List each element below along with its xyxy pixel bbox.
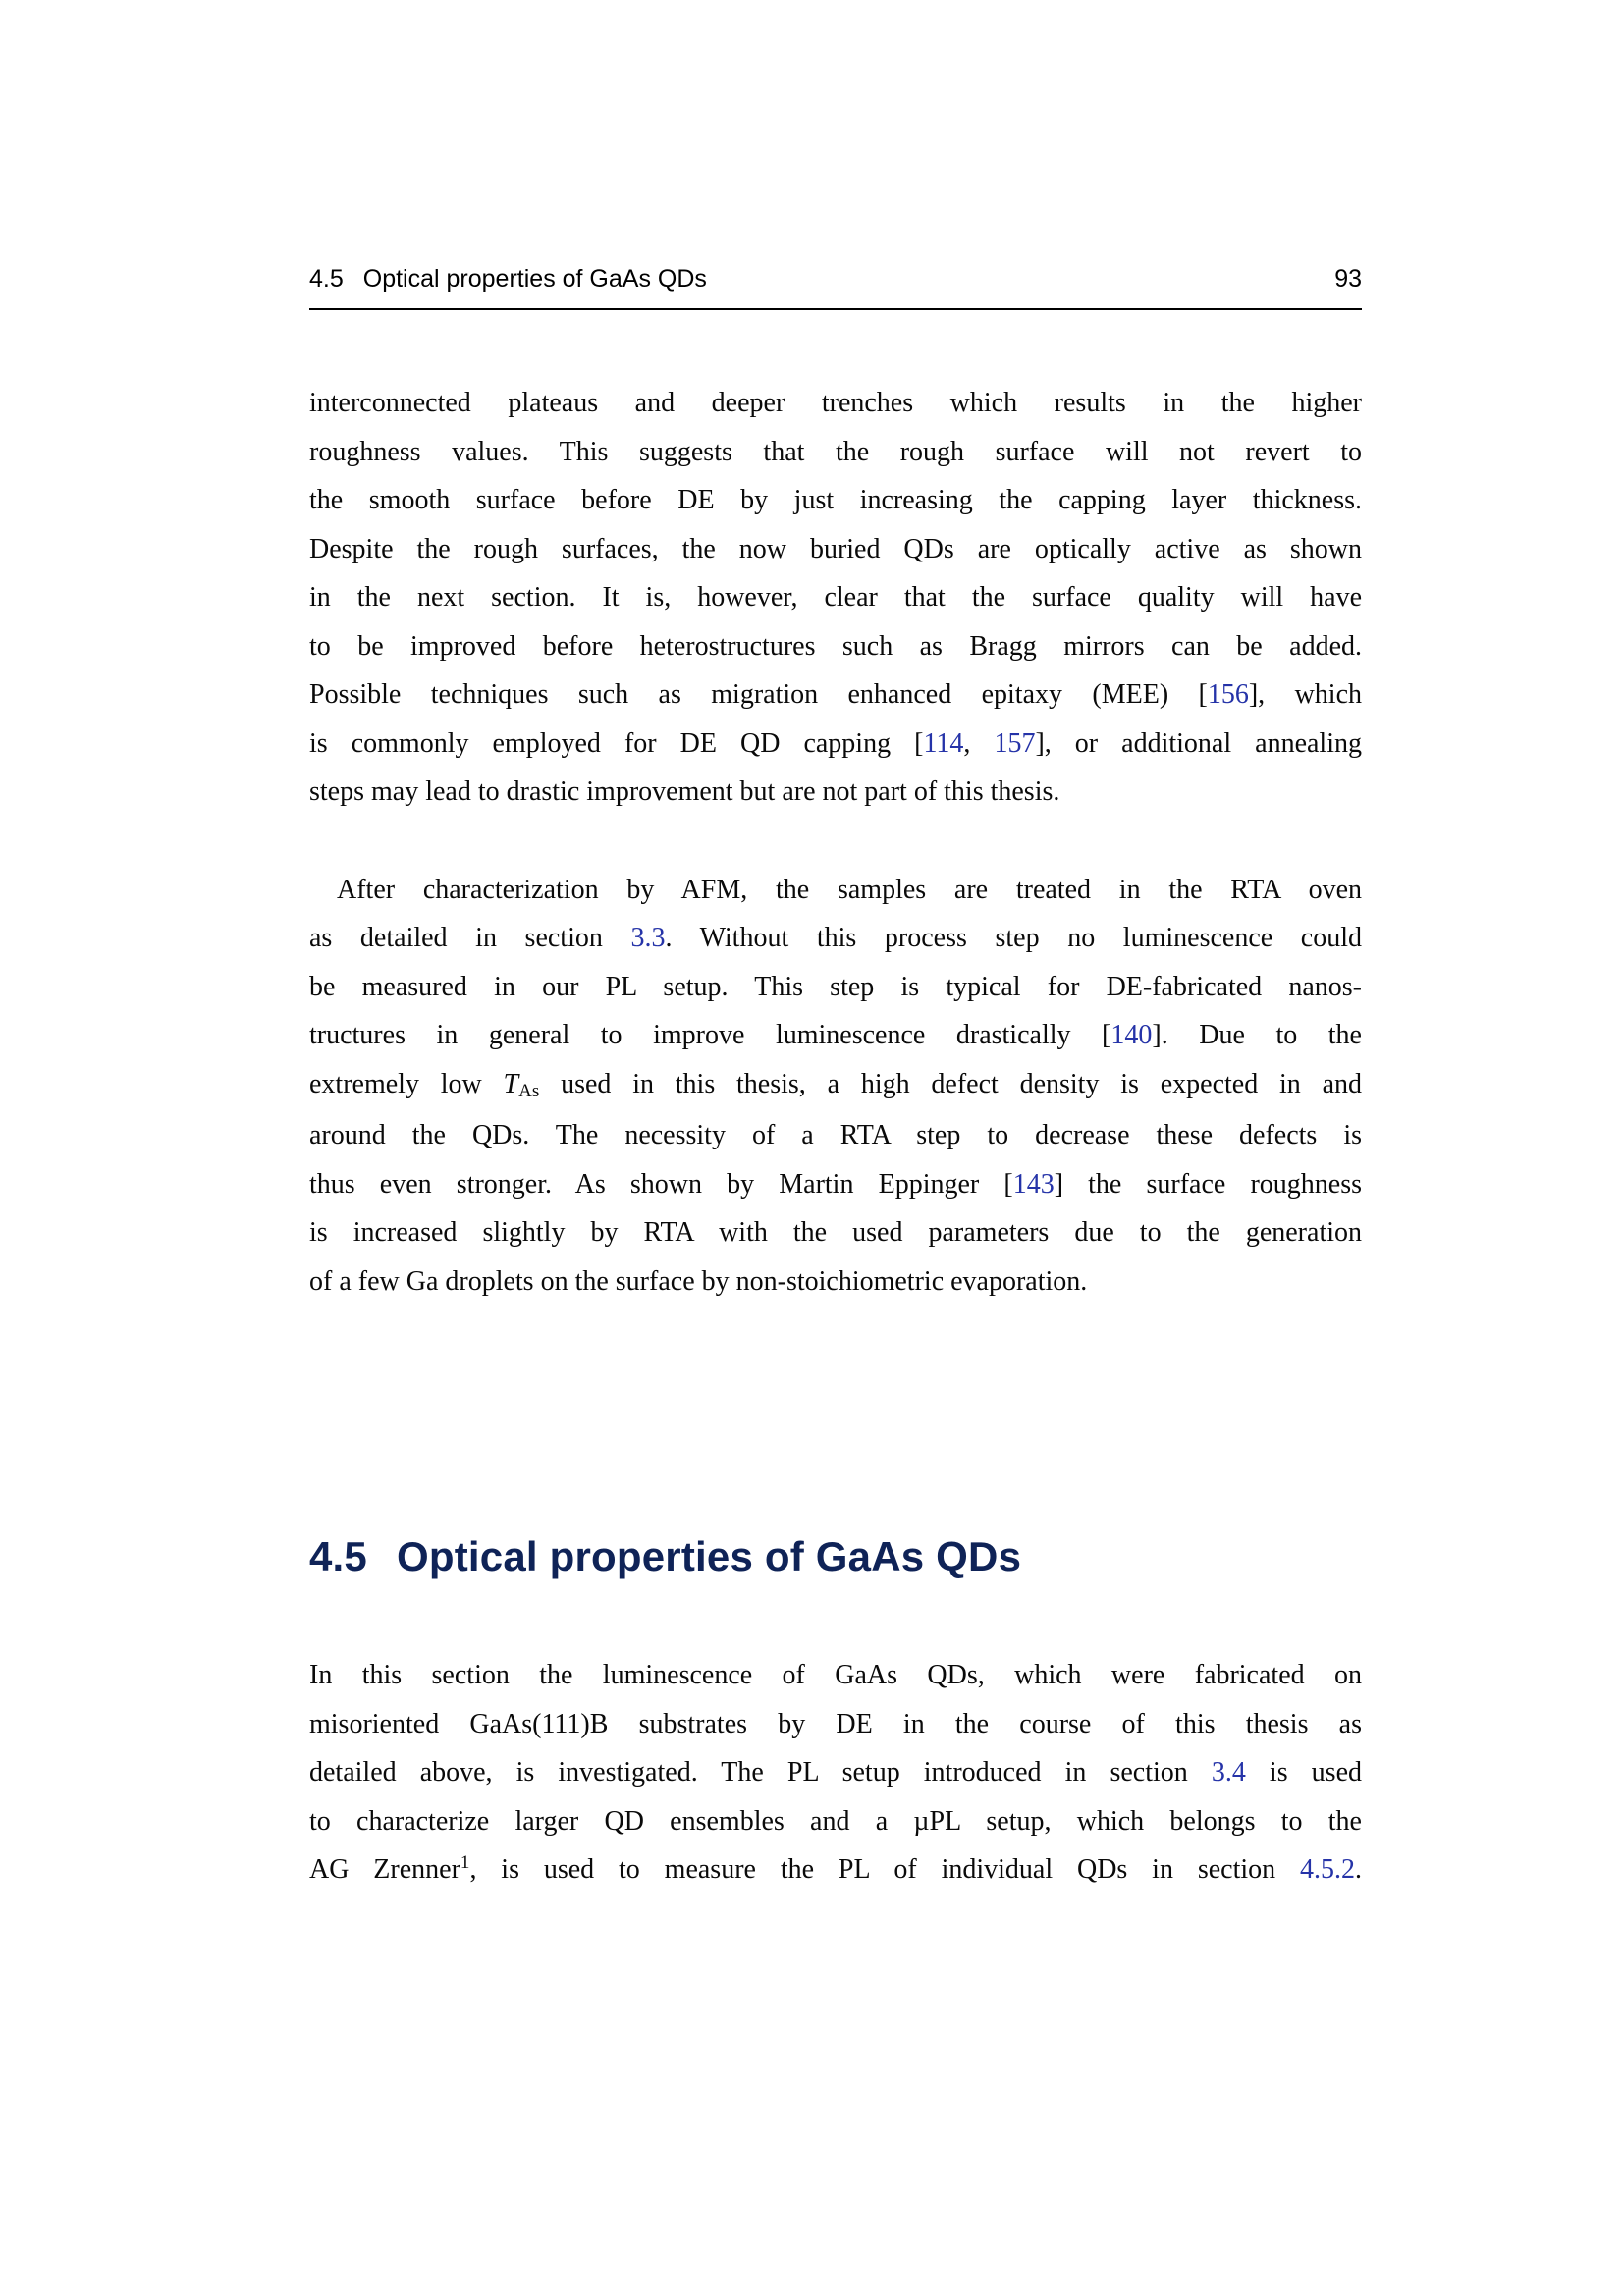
text-run: around the QDs. The necessity of a RTA step to decrease these defects is — [309, 1120, 1362, 1150]
text-line — [309, 670, 1362, 720]
text-line — [309, 1797, 1362, 1846]
text-run: , — [963, 727, 995, 759]
text-run: After characterization by AFM, the samples are treated in the RTA oven — [337, 874, 1362, 905]
text-run: the smooth surface before DE by just increasing the capping layer thickness. — [309, 485, 1362, 515]
text-line — [309, 573, 1362, 622]
text-run: Possible techniques such as migration enhanced epitaxy (MEE) [ — [309, 679, 1208, 710]
text-run: ]. Due to the — [1152, 1020, 1362, 1050]
citation-link-157[interactable]: 157 — [994, 727, 1036, 759]
text-run: of a few Ga droplets on the surface by non-stoichiometric evaporation. — [309, 1265, 1088, 1297]
subscript-As: As — [518, 1081, 540, 1102]
running-header-section-number: 4.5 — [309, 265, 344, 293]
text-line — [309, 1011, 1362, 1060]
text-line — [309, 379, 1362, 428]
page-number: 93 — [1334, 265, 1362, 293]
section-number: 4.5 — [309, 1533, 367, 1579]
math-variable-T: T — [503, 1068, 519, 1099]
text-line — [309, 768, 1362, 817]
citation-link-143[interactable]: 143 — [1012, 1168, 1055, 1200]
section-heading — [309, 1529, 1362, 1584]
text-line — [309, 622, 1362, 671]
text-line — [309, 914, 1362, 963]
text-run: steps may lead to drastic improvement but are not part of this thesis. — [309, 776, 1060, 807]
text-run: ], which — [1248, 679, 1362, 710]
text-run: as detailed in section — [309, 923, 631, 953]
running-header-title — [309, 261, 707, 296]
text-line — [309, 1700, 1362, 1749]
citation-link-114[interactable]: 114 — [923, 727, 964, 759]
section-title: Optical properties of GaAs QDs — [397, 1533, 1022, 1579]
text-run: tructures in general to improve luminescence drastically [ — [309, 1020, 1111, 1050]
text-run: to be improved before heterostructures such as Bragg mirrors can be added. — [309, 630, 1362, 662]
text-line — [309, 1208, 1362, 1257]
section-link-3-3[interactable]: 3.3 — [630, 923, 666, 953]
text-run: thus even stronger. As shown by Martin Eppinger [ — [309, 1168, 1013, 1200]
text-run: AG Zrenner — [309, 1854, 460, 1885]
text-run: roughness values. This suggests that the rough surface will not revert to — [309, 436, 1362, 467]
text-run: . — [1355, 1854, 1362, 1885]
paragraph — [309, 1651, 1362, 1897]
text-line — [309, 1845, 1362, 1897]
text-run: extremely low — [309, 1068, 504, 1099]
text-run: Despite the rough surfaces, the now buried QDs are optically active as shown — [309, 533, 1362, 564]
text-line — [309, 963, 1362, 1012]
citation-link-156[interactable]: 156 — [1207, 679, 1249, 710]
text-line — [309, 1060, 1362, 1112]
text-line — [309, 1257, 1362, 1307]
footnote-marker-1[interactable]: 1 — [460, 1851, 470, 1873]
text-line — [309, 525, 1362, 574]
running-header-section-title: Optical properties of GaAs QDs — [362, 265, 707, 293]
text-run: used in this thesis, a high defect density is expected in and — [539, 1068, 1363, 1099]
header-rule — [309, 308, 1362, 310]
text-line — [309, 476, 1362, 525]
body-text-before-heading — [309, 379, 1362, 1306]
text-line — [309, 866, 1362, 915]
text-run: be measured in our PL setup. This step is typical for DE-fabricated nanos- — [309, 971, 1362, 1002]
text-run: is used — [1245, 1757, 1363, 1788]
text-run: . Without this process step no luminescence could — [665, 923, 1362, 953]
text-run: to characterize larger QD ensembles and a µPL setup, which belongs to the — [309, 1805, 1362, 1837]
text-line — [309, 1160, 1362, 1209]
running-header — [309, 261, 1362, 296]
section-link-3-4[interactable]: 3.4 — [1211, 1757, 1246, 1788]
section-link-4-5-2[interactable]: 4.5.2 — [1300, 1854, 1355, 1885]
body-text-after-heading — [309, 1651, 1362, 1897]
text-run: in the next section. It is, however, clear that the surface quality will have — [309, 582, 1362, 613]
text-run: is increased slightly by RTA with the used parameters due to the generation — [309, 1217, 1362, 1248]
text-run: ], or additional annealing — [1035, 727, 1362, 759]
text-run: ] the surface roughness — [1054, 1168, 1363, 1200]
citation-link-140[interactable]: 140 — [1110, 1020, 1153, 1050]
text-run: misoriented GaAs(111)B substrates by DE in the course of this thesis as — [309, 1708, 1362, 1739]
text-line — [309, 1111, 1362, 1160]
paragraph — [309, 866, 1362, 1307]
paragraph — [309, 379, 1362, 817]
text-line — [309, 720, 1362, 769]
text-run: interconnected plateaus and deeper trenches which results in the higher — [309, 388, 1362, 418]
text-run: In this section the luminescence of GaAs QDs, which were fabricated on — [309, 1660, 1362, 1690]
text-run: detailed above, is investigated. The PL setup introduced in section — [309, 1757, 1212, 1788]
text-line — [309, 1651, 1362, 1700]
text-run: is commonly employed for DE QD capping [ — [309, 727, 924, 759]
text-run: , is used to measure the PL of individual QDs in section — [469, 1854, 1300, 1885]
text-line — [309, 1748, 1362, 1797]
text-line — [309, 428, 1362, 477]
